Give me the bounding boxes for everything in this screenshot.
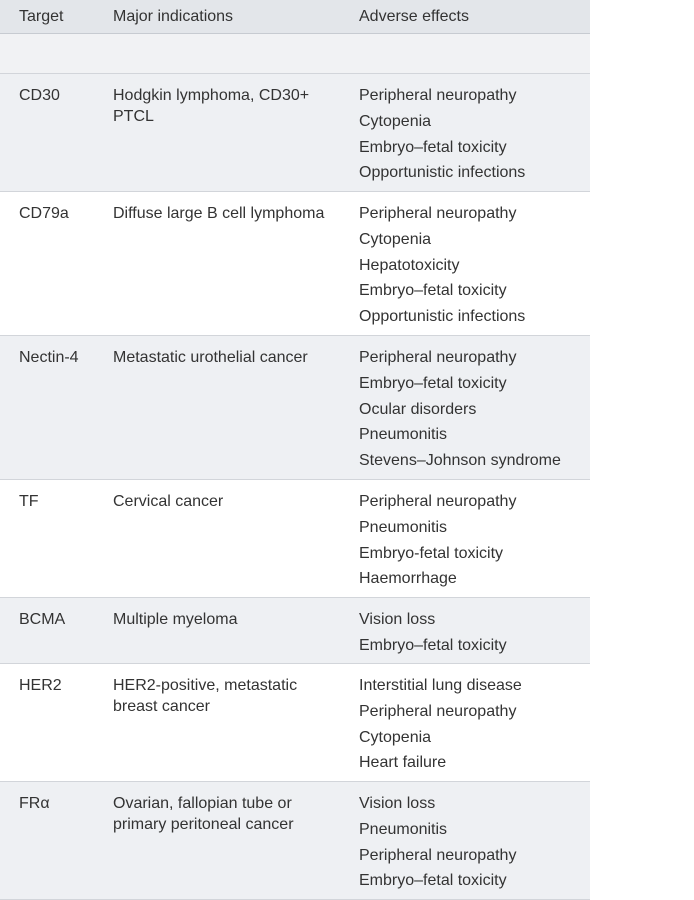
cell-adverse-effects xyxy=(359,609,590,661)
cell-indications: Diffuse large B cell lymphoma xyxy=(113,205,325,222)
adverse-effect-item: Peripheral neuropathy xyxy=(359,702,517,720)
adverse-effect-item: Embryo–fetal toxicity xyxy=(359,374,507,392)
cell-target: CD30 xyxy=(19,87,60,104)
empty-row xyxy=(0,34,590,74)
table-body xyxy=(0,74,590,900)
adverse-effect-item: Cytopenia xyxy=(359,230,432,248)
adverse-effect-item: Peripheral neuropathy xyxy=(359,493,517,510)
cell-indications: Cervical cancer xyxy=(113,493,224,510)
cell-target: Nectin-4 xyxy=(19,349,79,366)
cell-indications: Ovarian, fallopian tube or primary peritoneal cancer xyxy=(113,795,294,833)
cell-adverse-effects xyxy=(359,491,590,594)
header-target: Target xyxy=(19,8,64,25)
cell-adverse-effects xyxy=(359,793,590,896)
adverse-effect-item: Heart failure xyxy=(359,754,447,772)
adverse-effect-item: Vision loss xyxy=(359,611,436,628)
adverse-effect-item: Peripheral neuropathy xyxy=(359,87,517,104)
cell-adverse-effects xyxy=(359,347,590,476)
header-adverse-effects: Adverse effects xyxy=(359,8,469,25)
adverse-effect-item: Embryo–fetal toxicity xyxy=(359,872,507,890)
adverse-effect-item: Pneumonitis xyxy=(359,426,448,444)
table-row xyxy=(0,192,590,336)
adverse-effect-item: Ocular disorders xyxy=(359,400,477,418)
cell-target: BCMA xyxy=(19,611,66,628)
cell-indications: Metastatic urothelial cancer xyxy=(113,349,308,366)
adverse-effect-item: Stevens–Johnson syndrome xyxy=(359,452,561,470)
table-header-row xyxy=(0,0,590,34)
table-row xyxy=(0,664,590,782)
adverse-effect-item: Peripheral neuropathy xyxy=(359,349,517,366)
adverse-effect-item: Vision loss xyxy=(359,795,436,812)
cell-indications: HER2-positive, metastatic breast cancer xyxy=(113,677,298,715)
table-row xyxy=(0,336,590,480)
adverse-effect-item: Peripheral neuropathy xyxy=(359,846,517,864)
cell-adverse-effects xyxy=(359,203,590,332)
header-indications: Major indications xyxy=(113,8,234,25)
cell-adverse-effects xyxy=(359,675,590,778)
adverse-effect-item: Pneumonitis xyxy=(359,518,448,536)
adverse-effect-item: Opportunistic infections xyxy=(359,164,526,182)
adverse-effect-item: Peripheral neuropathy xyxy=(359,205,517,222)
adverse-effect-item: Embryo–fetal toxicity xyxy=(359,138,507,156)
adverse-effect-item: Haemorrhage xyxy=(359,570,457,588)
adverse-effect-item: Cytopenia xyxy=(359,112,432,130)
adverse-effect-item: Pneumonitis xyxy=(359,820,448,838)
adverse-effect-item: Cytopenia xyxy=(359,728,432,746)
adverse-effect-item: Interstitial lung disease xyxy=(359,677,522,694)
table-row xyxy=(0,74,590,192)
cell-adverse-effects xyxy=(359,85,590,188)
table-row xyxy=(0,782,590,900)
cell-target: FRα xyxy=(19,795,50,812)
cell-target: HER2 xyxy=(19,677,62,694)
cell-indications: Hodgkin lymphoma, CD30+ PTCL xyxy=(113,87,310,125)
cell-target: CD79a xyxy=(19,205,69,222)
adverse-effect-item: Embryo–fetal toxicity xyxy=(359,636,507,654)
adverse-effect-item: Embryo-fetal toxicity xyxy=(359,544,504,562)
cell-target: TF xyxy=(19,493,39,510)
adverse-effect-item: Embryo–fetal toxicity xyxy=(359,282,507,300)
table-row xyxy=(0,480,590,598)
cell-indications: Multiple myeloma xyxy=(113,611,238,628)
adverse-effect-item: Opportunistic infections xyxy=(359,308,526,326)
table-row xyxy=(0,598,590,664)
adverse-effect-item: Hepatotoxicity xyxy=(359,256,460,274)
